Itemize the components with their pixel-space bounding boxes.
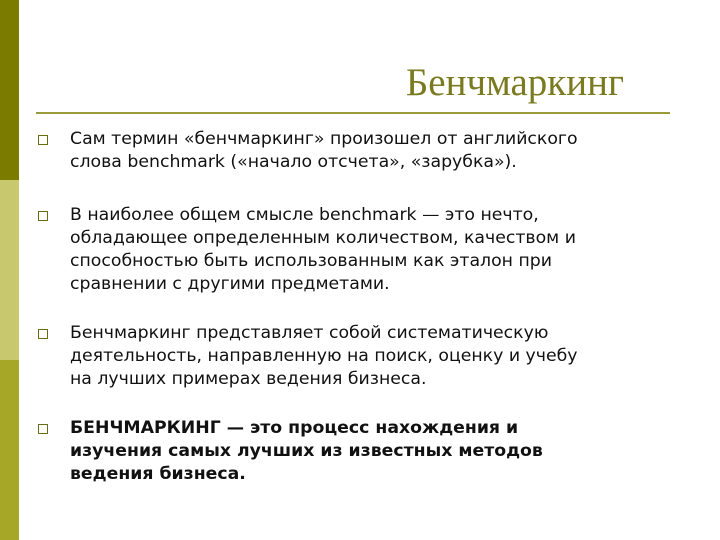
hollow-square-icon: [38, 424, 48, 434]
bullet-text: Бенчмаркинг представляет собой систематическую деятельность, направленную на поиск, оценку и учебу на лучших примерах ведения бизнеса.: [70, 323, 578, 389]
bullet-text: В наиболее общем смысле benchmark — это нечто, обладающее определенным количеством, качеством и способностью быть использованным как эталон при сравнении с другими предметами.: [70, 205, 576, 294]
hollow-square-icon: [38, 329, 48, 339]
hollow-square-icon: [38, 211, 48, 221]
accent-bar-segment-top: [0, 0, 19, 180]
left-accent-bar: [0, 0, 19, 540]
bullet-text: БЕНЧМАРКИНГ — это процесс нахождения и изучения самых лучших из известных методов ведения бизнеса.: [70, 418, 543, 484]
hollow-square-icon: [38, 135, 48, 145]
accent-bar-segment-bottom: [0, 360, 19, 540]
bullet-text: Сам термин «бенчмаркинг» произошел от английского слова benchmark («начало отсчета», «зарубка»).: [70, 129, 578, 172]
title-divider: [36, 112, 670, 114]
accent-bar-segment-middle: [0, 180, 19, 360]
slide-title: Бенчмаркинг: [405, 61, 624, 104]
